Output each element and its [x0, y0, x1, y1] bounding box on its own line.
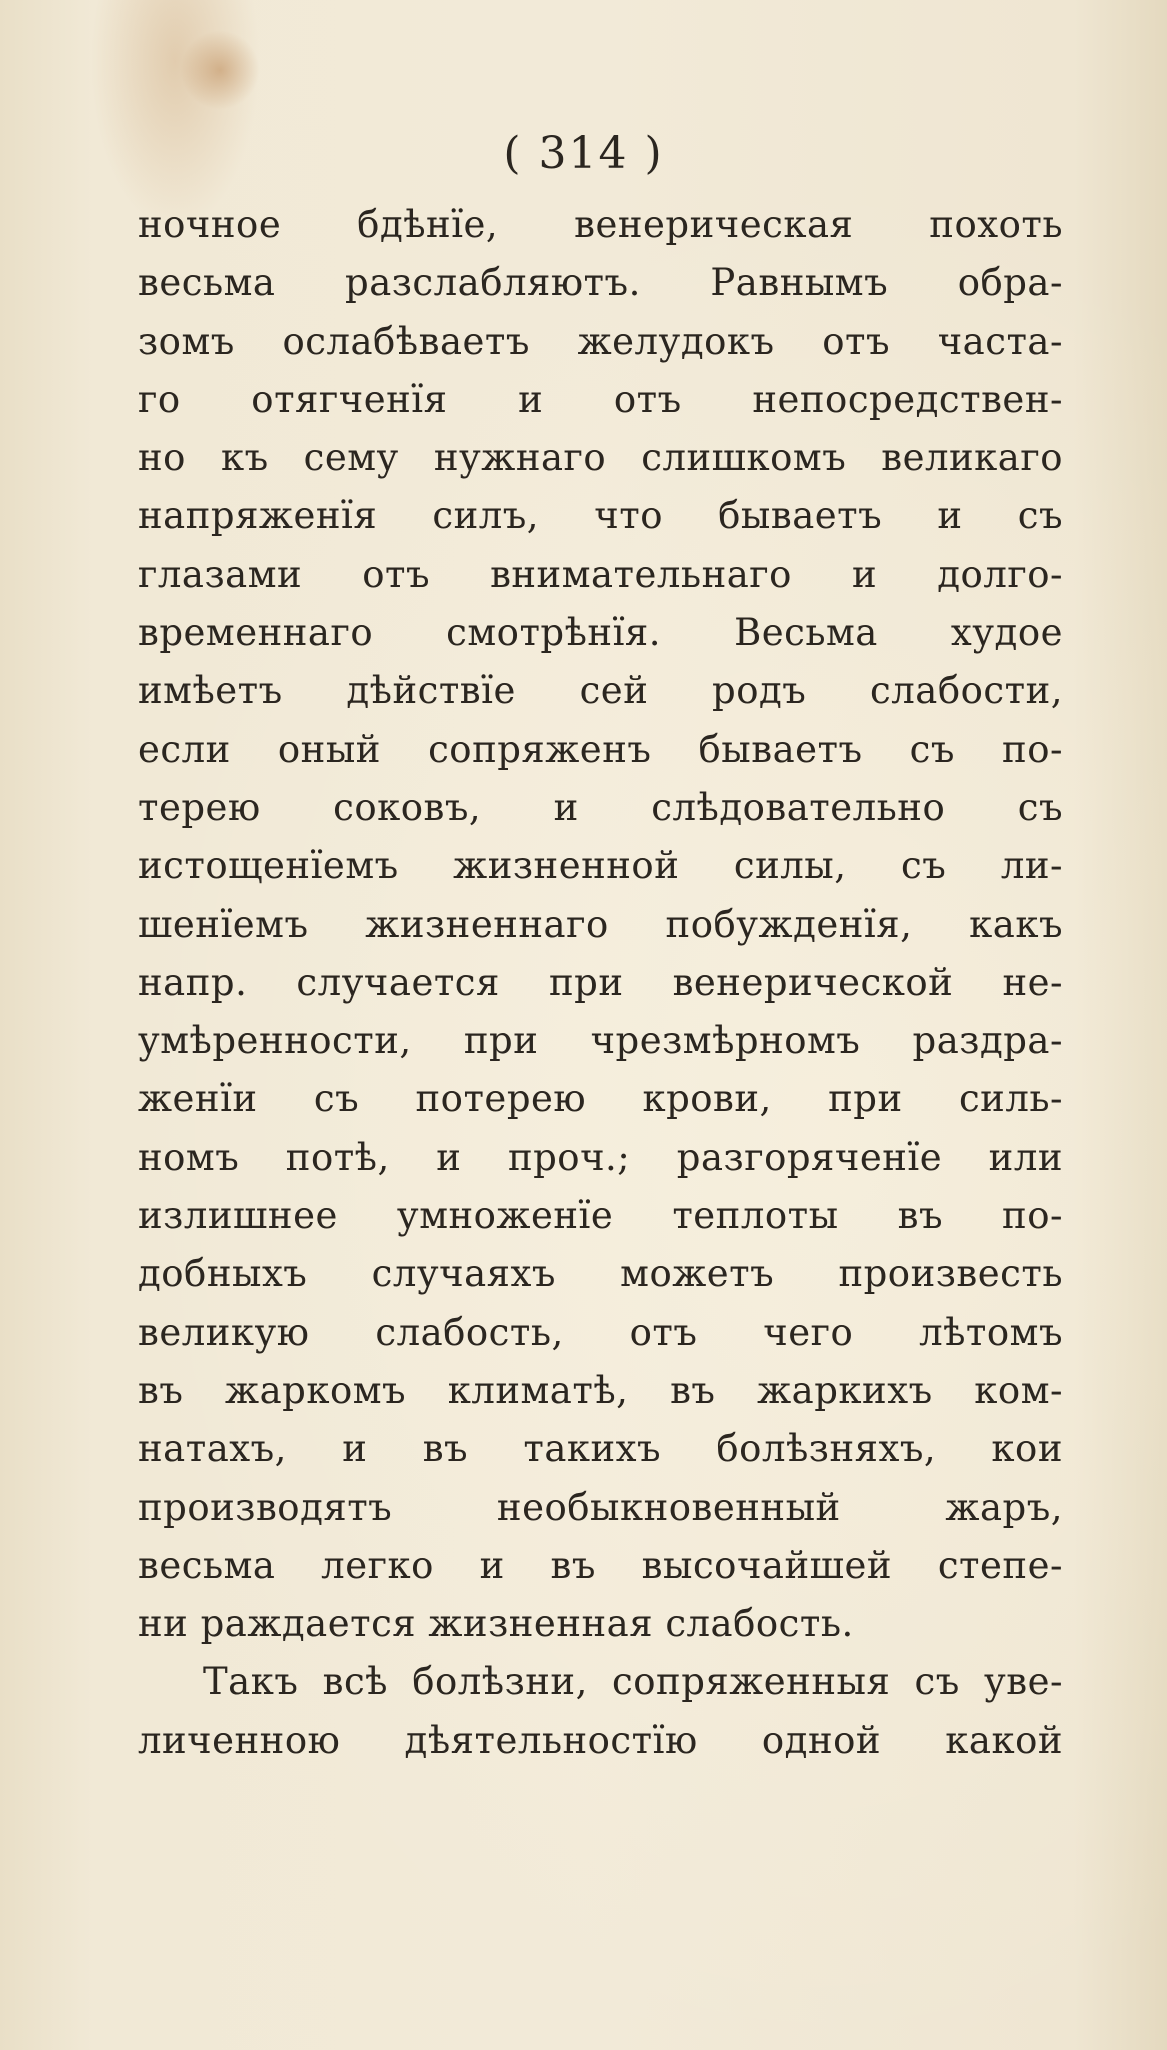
body-text	[138, 196, 1063, 1770]
text-line: личенною дѣятельностïю одной какой	[138, 1718, 1063, 1762]
text-line: зомъ ослабѣваетъ желудокъ отъ часта-	[138, 319, 1063, 363]
text-line: Такъ всѣ болѣзни, сопряженныя съ уве-	[203, 1660, 1063, 1704]
text-line: имѣетъ дѣйствïе сей родъ слабости,	[138, 669, 1063, 713]
text-line: го отягченïя и отъ непосредствен-	[138, 377, 1063, 421]
text-line: временнаго смотрѣнïя. Весьма худое	[138, 611, 1063, 655]
text-line: умѣренности, при чрезмѣрномъ раздра-	[138, 1019, 1063, 1063]
page-number: ( 314 )	[503, 128, 664, 179]
text-line: весьма разслабляютъ. Равнымъ обра-	[138, 261, 1063, 305]
text-line: весьма легко и въ высочайшей степе-	[138, 1543, 1063, 1587]
text-line: но къ сему нужнаго слишкомъ великаго	[138, 436, 1063, 480]
text-line: ни раждается жизненная слабость.	[138, 1602, 854, 1646]
text-line: напряженïя силъ, что бываетъ и съ	[138, 494, 1063, 538]
text-line: ночное бдѣнïе, венерическая похоть	[138, 203, 1063, 246]
text-line: напр. случается при венерической не-	[138, 960, 1063, 1004]
text-line: въ жаркомъ климатѣ, въ жаркихъ ком-	[138, 1368, 1063, 1412]
text-line: излишнее умноженïе теплоты въ по-	[138, 1194, 1063, 1238]
text-line: истощенïемъ жизненной силы, съ ли-	[138, 844, 1063, 888]
text-line: если оный сопряженъ бываетъ съ по-	[138, 727, 1063, 771]
text-line: шенïемъ жизненнаго побужденïя, какъ	[138, 902, 1063, 946]
text-line: номъ потѣ, и проч.; разгоряченïе или	[138, 1135, 1063, 1179]
text-line: добныхъ случаяхъ можетъ произвесть	[138, 1252, 1063, 1296]
paper-stain	[180, 30, 260, 110]
text-line: женïи съ потерею крови, при силь-	[138, 1077, 1063, 1121]
text-line: терею соковъ, и слѣдовательно съ	[138, 785, 1063, 829]
text-line: производятъ необыкновенный жаръ,	[138, 1485, 1063, 1529]
text-line: глазами отъ внимательнаго и долго-	[138, 552, 1063, 596]
text-line: великую слабость, отъ чего лѣтомъ	[138, 1310, 1063, 1354]
text-line: натахъ, и въ такихъ болѣзняхъ, кои	[138, 1427, 1063, 1471]
